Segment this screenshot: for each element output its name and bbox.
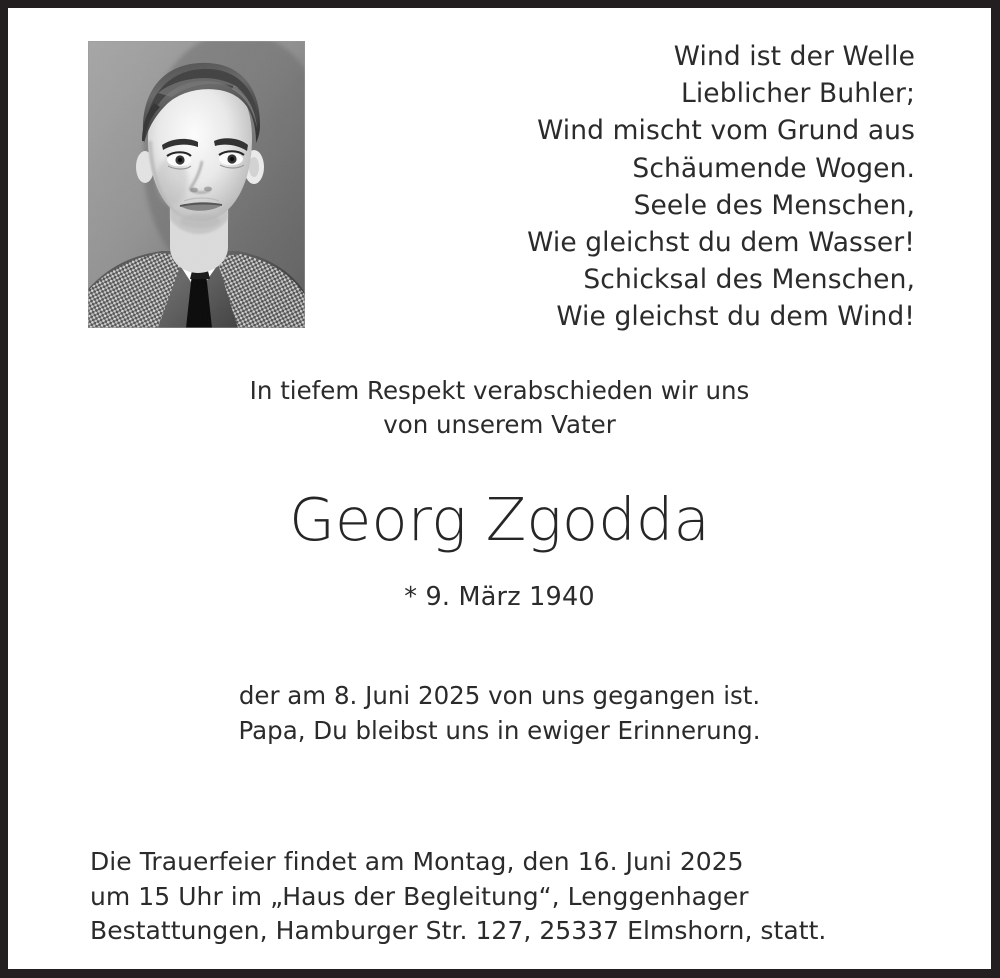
poem-line: Wind mischt vom Grund aus [537,115,915,147]
poem-line: Schicksal des Menschen, [583,264,915,296]
birth-date: * 9. März 1940 [404,582,595,612]
service-line: Bestattungen, Hamburger Str. 127, 25337 Elmshorn, statt. [90,916,827,945]
farewell-line: In tiefem Respekt verabschieden wir uns [249,376,750,405]
portrait-photo [88,41,305,328]
poem-line: Wind ist der Welle [673,41,915,72]
service-line: Die Trauerfeier findet am Montag, den 16. Juni 2025 [90,847,744,876]
farewell-message [8,374,991,442]
passing-line: Papa, Du bleibst uns in ewiger Erinnerung. [238,715,761,745]
poem-line: Seele des Menschen, [633,189,915,221]
service-line: um 15 Uhr im „Haus der Begleitung“, Lenggenhager [90,881,749,911]
portrait-image [88,41,305,328]
notice-paper [8,8,991,969]
funeral-service-details [90,845,920,949]
memorial-poem [445,38,915,336]
passing-message [8,679,991,748]
poem-line: Lieblicher Buhler; [680,78,915,110]
deceased-name: Georg Zgodda [289,485,710,554]
poem-line: Wie gleichst du dem Wind! [556,301,915,333]
poem-line: Wie gleichst du dem Wasser! [527,227,915,259]
poem-line: Schäumende Wogen. [632,152,915,184]
passing-line: der am 8. Juni 2025 von uns gegangen ist. [238,681,761,710]
farewell-line: von unserem Vater [383,410,616,439]
